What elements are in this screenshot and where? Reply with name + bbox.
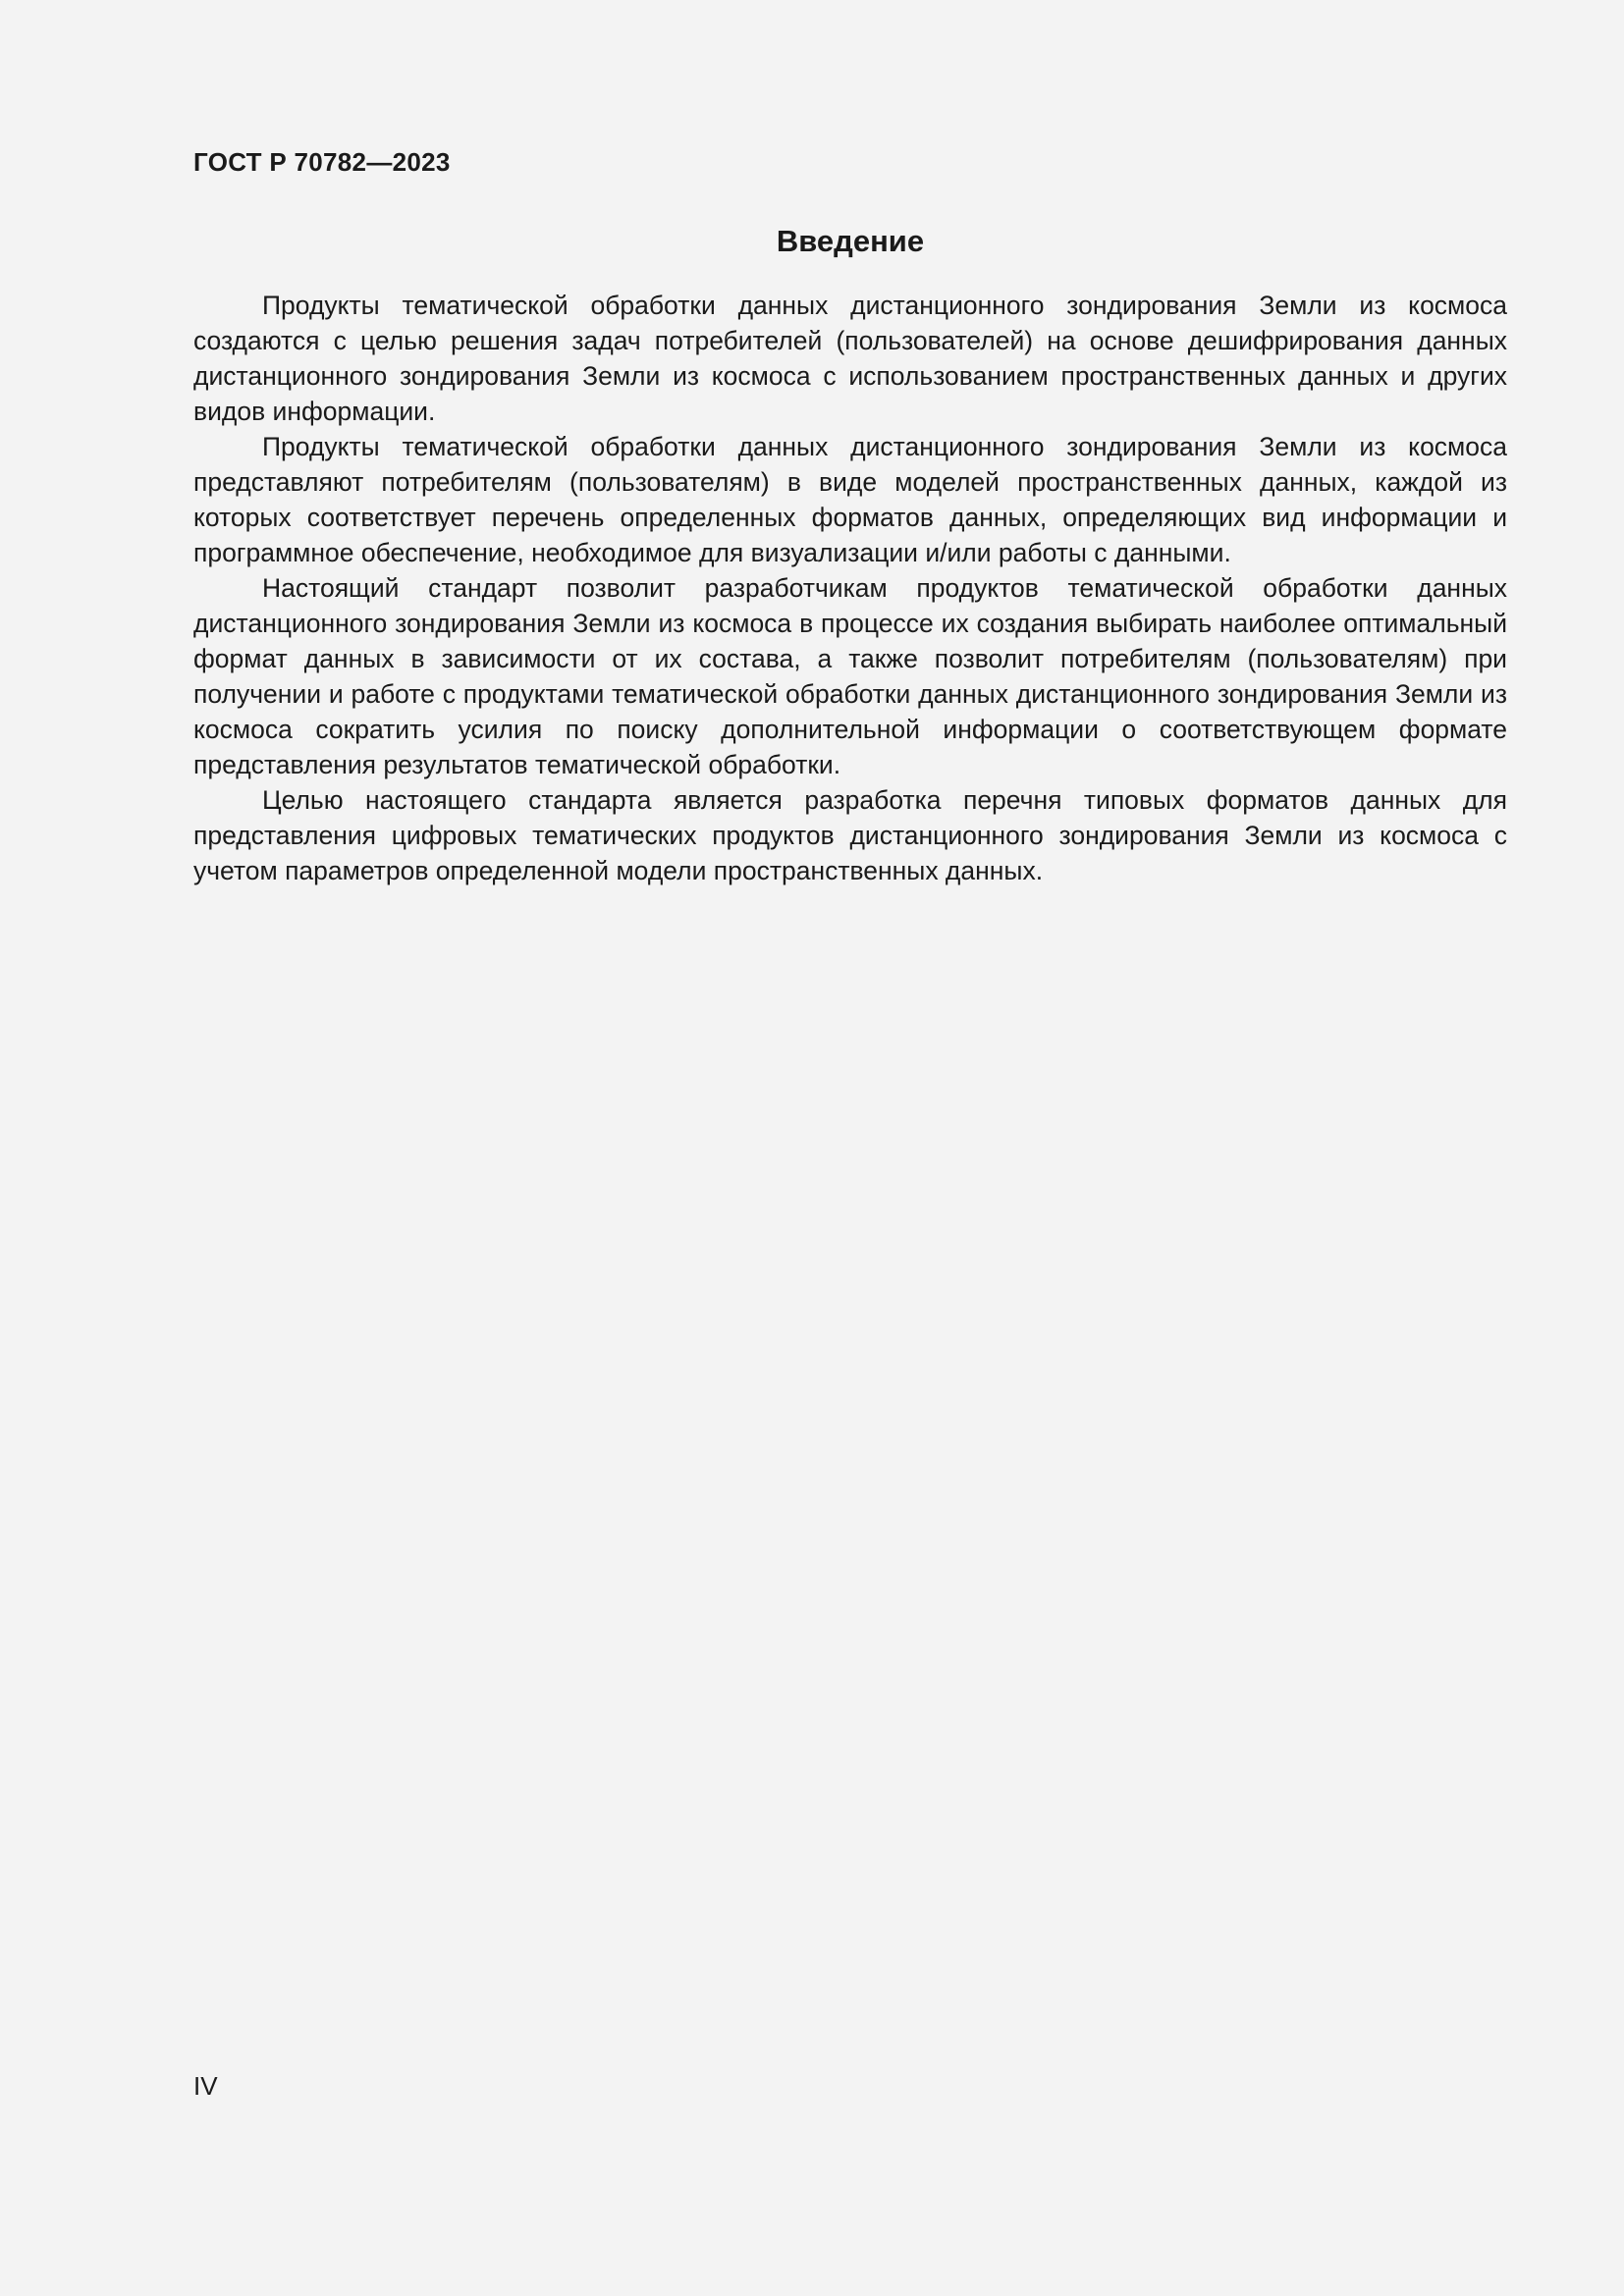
paragraph: Продукты тематической обработки данных дистанционного зондирования Земли из космоса представляют потребителям (пользователям) в виде моделей пространственных данных, каждой из которых соответствует перечень определенных форматов данных, определяющих вид информации и программное обеспечение, необходимое для визуализации и/или работы с данными. [193, 432, 1507, 567]
document-header: ГОСТ Р 70782—2023 [193, 147, 451, 177]
paragraph: Продукты тематической обработки данных дистанционного зондирования Земли из космоса создаются с целью решения задач потребителей (пользователей) на основе дешифрирования данных дистанционного зондирования Земли из космоса с использованием пространственных данных и других видов информации. [193, 291, 1507, 426]
paragraph: Целью настоящего стандарта является разработка перечня типовых форматов данных для представления цифровых тематических продуктов дистанционного зондирования Земли из космоса с учетом параметров определенной модели пространственных данных. [193, 785, 1507, 885]
body-text [193, 288, 1507, 888]
paragraph: Настоящий стандарт позволит разработчикам продуктов тематической обработки данных дистанционного зондирования Земли из космоса в процессе их создания выбирать наиболее оптимальный формат данных в зависимости от их состава, а также позволит потребителям (пользователям) при получении и работе с продуктами тематической обработки данных дистанционного зондирования Земли из космоса сократить усилия по поиску дополнительной информации о соответствующем формате представления результатов тематической обработки. [193, 573, 1507, 779]
page-number: IV [193, 2071, 218, 2101]
page-title: Введение [776, 224, 925, 258]
